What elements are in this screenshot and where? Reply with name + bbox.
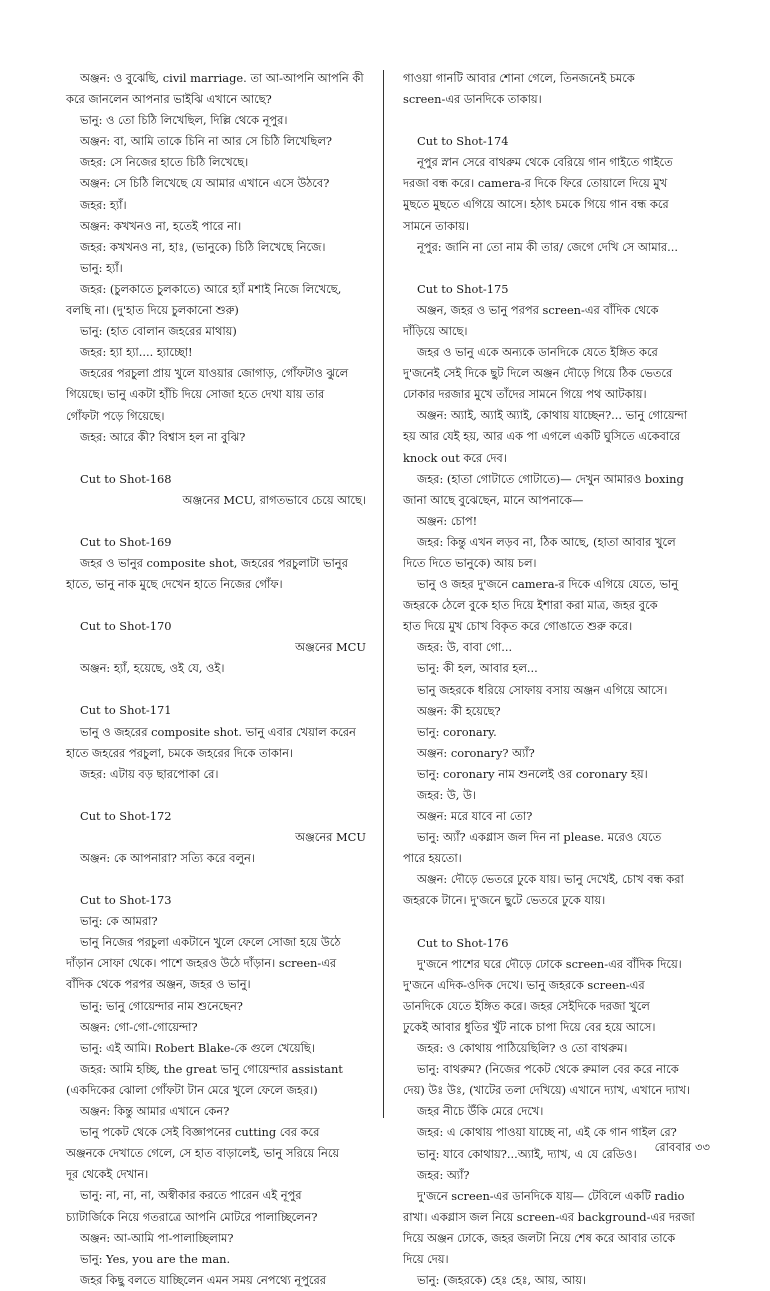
text-line: অঞ্জন: চোপ! — [417, 513, 478, 528]
text-line: হাত দিয়ে মুখ চোখ বিকৃত করে গোঙাতে শুরু করে। — [403, 619, 633, 634]
text-line: জহর ও ভানুর composite shot, জহরের পরচুলাটা ভানুর — [80, 555, 348, 570]
text-line: জহর: অ্যাঁ? — [417, 1167, 470, 1182]
text-line: মুছতে মুছতে এগিয়ে আসে। হঠাৎ চমকে গিয়ে গান বন্ধ করে — [403, 197, 669, 212]
text-line: অঞ্জন, জহর ও ভানু পরপর screen-এর বাঁদিক থেকে — [417, 302, 659, 317]
text-line: জহর: কিন্তু এখন লড়ব না, ঠিক আছে, (হাতা আবার খুলে — [417, 534, 676, 549]
shot-heading: Cut to Shot-175 — [417, 281, 509, 296]
text-line: knock out করে দেব। — [403, 450, 507, 465]
text-line: অঞ্জন: দৌড়ে ভেতরে ঢুকে যায়। ভানু দেখেই, চোখ বন্ধ করা — [417, 872, 684, 887]
text-line: অঞ্জন: coronary? অ্যাঁ? — [417, 745, 535, 760]
text-line: হাতে, ভানু নাক মুছে দেখেন হাতে নিজের গোঁফ। — [66, 577, 283, 592]
text-line: ঢুকেই আবার ধুতির খুঁট নাকে চাপা দিয়ে বের হয়ে আসে। — [403, 1019, 656, 1034]
text-line: অঞ্জন: কী হয়েছে? — [417, 703, 501, 718]
text-line: বাঁদিক থেকে পরপর অঞ্জন, জহর ও ভানু। — [66, 977, 251, 992]
text-line: জহর: ও কোথায় পাঠিয়েছিলি? ও তো বাথরুম। — [417, 1041, 628, 1056]
text-line: করে জানলেন আপনার ভাইঝি এখানে আছে? — [66, 92, 272, 107]
text-line: অঞ্জন: বা, আমি তাকে চিনি না আর সে চিঠি লিখেছিল? — [80, 134, 332, 149]
text-line: ভানু জহরকে ধরিয়ে সোফায় বসায় অঞ্জন এগিয়ে আসে। — [417, 682, 668, 697]
text-line: জহর: উ, বাবা গো... — [417, 640, 513, 655]
blank-line — [66, 785, 366, 806]
blank-line — [66, 595, 366, 616]
text-line: ভানু: না, না, না, অস্বীকার করতে পারেন এই নূপুর — [80, 1188, 302, 1203]
text-line: জহরের পরচুলা প্রায় খুলে যাওয়ার জোগাড়, গোঁফটাও ঝুলে — [80, 366, 349, 381]
text-line: ভানু ও জহর দু'জনে camera-র দিকে এগিয়ে যেতে, ভানু — [417, 577, 679, 592]
text-line: অঞ্জন: আ-আমি পা-পালাচ্ছিলাম? — [80, 1230, 234, 1245]
text-line: ভানু নিজের পরচুলা একটানে খুলে ফেলে সোজা হয়ে উঠে — [80, 935, 341, 950]
text-line: নূপুর: জানি না তো নাম কী তার/ জেগে দেখি সে আমার... — [417, 239, 678, 254]
text-line: জহর: (হাতা গোটাতে গোটাতে)— দেখুন আমারও boxing — [417, 471, 684, 486]
text-line: বলছি না। (দু'হাত দিয়ে চুলকানো শুরু) — [66, 303, 239, 318]
text-line: ভানু পকেট থেকে সেই বিজ্ঞাপনের cutting বের করে — [80, 1125, 320, 1140]
text-line: ভানু: বাথরুম? (নিজের পকেট থেকে রুমাল বের করে নাকে — [417, 1062, 679, 1077]
text-line: জহর কিছু বলতে যাচ্ছিলেন এমন সময় নেপথ্যে নূপুরের — [80, 1272, 327, 1287]
text-line: জহর: আমি হচ্ছি, the great ভানু গোয়েন্দার assistant — [80, 1061, 343, 1076]
text-line: ভানু: যাবে কোথায়?...অ্যাই, দ্যাখ, এ যে রেডিও। — [417, 1146, 637, 1161]
text-line: ভানু: (হাত বোলান জহরের মাথায়) — [80, 324, 237, 339]
text-line: ভানু: এই আমি। Robert Blake-কে গুলে খেয়েছি। — [80, 1040, 315, 1055]
page-footer: রোববার ৩৩ — [654, 1140, 710, 1154]
blank-line — [403, 912, 703, 933]
text-line: জহর: হ্যাঁ। — [80, 197, 127, 212]
text-line: জহর: এ কোথায় পাওয়া যাচ্ছে না, এই কে গান গাইল রে? — [417, 1125, 677, 1140]
text-line: দু'জনে এদিক-ওদিক দেখে। ভানু জহরকে screen-এর — [403, 977, 645, 992]
text-line: ভানু: ভানু গোয়েন্দার নাম শুনেছেন? — [80, 998, 243, 1013]
text-line: দু'জনে পাশের ঘরে দৌড়ে ঢোকে screen-এর বাঁদিক দিয়ে। — [417, 956, 682, 971]
text-line: screen-এর ডানদিকে তাকায়। — [403, 92, 542, 107]
shot-heading: Cut to Shot-168 — [80, 471, 172, 486]
shot-heading: Cut to Shot-169 — [80, 534, 172, 549]
shot-heading: Cut to Shot-176 — [417, 935, 509, 950]
shot-heading: Cut to Shot-173 — [80, 893, 172, 908]
text-line: ভানু: ও তো চিঠি লিখেছিল, দিল্লি থেকে নূপুর। — [80, 113, 288, 128]
text-line: দিতে দিতে ভানুকে) আয় চল। — [403, 555, 537, 570]
text-line: জহর: এটায় বড় ছারপোকা রে। — [80, 766, 219, 781]
text-line: অঞ্জন: মরে যাবে না তো? — [417, 809, 533, 824]
blank-line — [403, 258, 703, 279]
text-line: পারে হয়তো। — [403, 851, 462, 866]
text-line: ভানু: coronary. — [417, 724, 497, 739]
right-column — [403, 68, 703, 1291]
text-line: গোঁফটা পড়ে গিয়েছে। — [66, 408, 165, 423]
text-line: (একদিকের ঝোলা গোঁফটা টান মেরে খুলে ফেলে জহর।) — [66, 1082, 318, 1097]
blank-line — [66, 869, 366, 890]
text-line: অঞ্জন: হ্যাঁ, হয়েছে, ওই যে, ওই। — [80, 661, 225, 676]
text-line: দু'জনে screen-এর ডানদিকে যায়— টেবিলে একটি radio — [417, 1188, 685, 1203]
text-line: দিয়ে অঞ্জন ঢোকে, জহর জলটা নিয়ে শেষ করে আবার তাকে — [403, 1230, 676, 1245]
text-line: হয় আর যেই হয়, আর এক পা এগলে একটি ঘুসিতে একেবারে — [403, 429, 681, 444]
text-line: চ্যাটার্জিকে নিয়ে গতরাত্রে আপনি মোটরে পালাচ্ছিলেন? — [66, 1209, 318, 1224]
text-line: জহর: কখখনও না, হাঃ, (ভানুকে) চিঠি লিখেছে নিজে। — [80, 239, 326, 254]
text-line: জহর নীচে উঁকি মেরে দেখে। — [417, 1104, 544, 1119]
text-line: দু'জনেই সেই দিকে ছুট দিলে অঞ্জন দৌড়ে গিয়ে ঠিক ভেতরে — [403, 366, 673, 381]
text-line: জহর: হ্যা হ্যা.... হ্যাচ্ছো! — [80, 345, 193, 360]
text-line: ভানু ও জহরের composite shot. ভানু এবার খেয়াল করেন — [80, 724, 356, 739]
text-line: গিয়েছে। ভানু একটা হাঁচি দিয়ে সোজা হতে দেখা যায় তার — [66, 387, 325, 402]
text-line: জানা আছে বুঝেছেন, মানে আপনাকে— — [403, 492, 584, 507]
text-line: অঞ্জন: গো-গো-গোয়েন্দা? — [80, 1019, 198, 1034]
shot-heading: Cut to Shot-171 — [80, 703, 172, 718]
text-line: দেয়) উঃ উঃ, (খাটের তলা দেখিয়ে) এখানে দ্যাখ, এখানে দ্যাখ। — [403, 1083, 691, 1098]
text-line: অঞ্জন: অ্যাই, অ্যাই অ্যাই, কোথায় যাচ্ছেন?... ভানু গোয়েন্দা — [417, 408, 687, 423]
text-line: জহর: (চুলকাতে চুলকাতে) আরে হ্যাঁ মশাই নিজে লিখেছে, — [80, 281, 342, 296]
text-line: অঞ্জনের MCU — [295, 829, 366, 844]
text-line: জহর: উ, উ। — [417, 788, 476, 802]
text-line: দূর থেকেই দেখান। — [66, 1167, 149, 1182]
text-line: ভানু: (জহরকে) হেঃ হেঃ, আয়, আয়। — [417, 1273, 587, 1288]
text-line: দরজা বন্ধ করে। camera-র দিকে ফিরে তোয়ালে দিয়ে মুখ — [403, 176, 668, 191]
text-line: রাখা। একগ্লাস জল নিয়ে screen-এর background-এর দরজা — [403, 1209, 695, 1224]
text-line: ভানু: কী হল, আবার হল... — [417, 661, 538, 676]
text-line: জহরকে টানে। দু'জনে ছুটে ভেতরে ঢুকে যায়। — [403, 893, 606, 908]
text-line: ভানু: coronary নাম শুনলেই ওর coronary হয়। — [417, 766, 648, 781]
text-line: ঢোকার দরজার মুখে তাঁদের সামনে গিয়ে পথ আটকায়। — [403, 387, 647, 402]
text-line: হাতে জহরের পরচুলা, চমকে জহরের দিকে তাকান। — [66, 745, 294, 760]
shot-heading: Cut to Shot-172 — [80, 808, 172, 823]
blank-line — [66, 511, 366, 532]
text-line: ডানদিকে যেতে ইঙ্গিত করে। জহর সেইদিকে দরজা খুলে — [403, 998, 650, 1013]
text-line: অঞ্জনের MCU — [295, 640, 366, 655]
text-line: দাঁড়ান সোফা থেকে। পাশে জহরও উঠে দাঁড়ান। screen-এর — [66, 956, 337, 971]
text-line: জহরকে ঠেলে বুকে হাত দিয়ে ইশারা করা মাত্র, জহর বুকে — [403, 598, 658, 613]
text-line: দিয়ে দেয়। — [403, 1251, 449, 1266]
text-line: ভানু: কে আমরা? — [80, 914, 158, 929]
text-line: জহর: সে নিজের হাতে চিঠি লিখেছে। — [80, 155, 249, 170]
left-column — [66, 68, 366, 1291]
text-line: জহর: আরে কী? বিশ্বাস হল না বুঝি? — [80, 429, 246, 444]
text-line: অঞ্জনের MCU, রাগতভাবে চেয়ে আছে। — [182, 492, 366, 507]
text-line: ভানু: Yes, you are the man. — [80, 1251, 231, 1266]
text-line: দাঁড়িয়ে আছে। — [403, 323, 468, 338]
blank-line — [403, 110, 703, 131]
text-line: সামনে তাকায়। — [403, 218, 470, 233]
blank-line — [66, 448, 366, 469]
text-line: অঞ্জন: কে আপনারা? সত্যি করে বলুন। — [80, 851, 255, 865]
blank-line — [66, 679, 366, 700]
shot-heading: Cut to Shot-174 — [417, 134, 509, 149]
text-line: নূপুর স্নান সেরে বাথরুম থেকে বেরিয়ে গান গাইতে গাইতে — [417, 155, 673, 170]
text-line: ভানু: অ্যাঁ? একগ্লাস জল দিন না please. মরেও যেতে — [417, 830, 662, 845]
text-line: অঞ্জন: ও বুঝেছি, civil marriage. তা আ-আপনি আপনি কী — [80, 71, 364, 85]
column-divider — [383, 70, 384, 1118]
text-line: অঞ্জনকে দেখাতে গেলে, সে হাত বাড়ালেই, ভানু সরিয়ে নিয়ে — [66, 1146, 340, 1161]
text-line: অঞ্জন: সে চিঠি লিখেছে যে আমার এখানে এসে উঠবে? — [80, 176, 330, 191]
text-line: ভানু: হ্যাঁ। — [80, 260, 123, 275]
text-line: অঞ্জন: কখখনও না, হতেই পারে না। — [80, 218, 242, 233]
text-line: জহর ও ভানু একে অন্যকে ডানদিকে যেতে ইঙ্গিত করে — [417, 345, 658, 360]
shot-heading: Cut to Shot-170 — [80, 619, 172, 634]
text-line: অঞ্জন: কিন্তু আমার এখানে কেন? — [80, 1104, 230, 1119]
text-line: গাওয়া গানটি আবার শোনা গেলে, তিনজনেই চমকে — [403, 71, 635, 85]
